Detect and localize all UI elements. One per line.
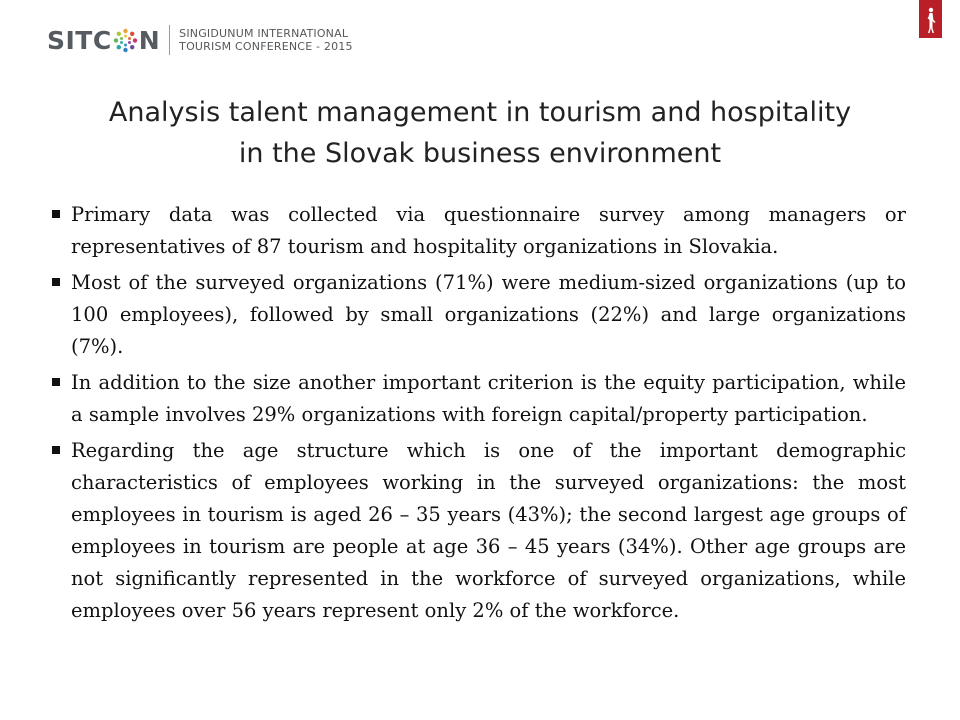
slide-title-line1: Analysis talent management in tourism and hospitality [108, 97, 852, 128]
logo-word-right: N [138, 25, 161, 55]
bullet-text: Most of the surveyed organizations (71%) were medium-sized organizations (up to 100 employees), followed by small organizations (22%) and large organizations (7%). [71, 271, 906, 358]
bullet-item [50, 199, 906, 263]
slide-title-line2: in the Slovak business environment [238, 138, 722, 169]
slide-header [0, 0, 960, 80]
logo-subtitle-line1: SINGIDUNUM INTERNATIONAL [179, 27, 349, 40]
square-bullet-icon [52, 378, 60, 386]
square-bullet-icon [52, 278, 60, 286]
logo-subtitle-line2: TOURISM CONFERENCE - 2015 [179, 40, 353, 53]
bullet-text: Primary data was collected via questionnaire survey among managers or representatives of 87 tourism and hospitality organizations in Slovakia. [71, 203, 906, 258]
bullet-item [50, 435, 906, 627]
logo-divider [169, 25, 170, 55]
bullet-text: In addition to the size another important criterion is the equity participation, while a sample involves 29% organizations with foreign capital/property participation. [71, 371, 906, 426]
logo-word-left: SITC [47, 25, 112, 55]
bullet-list [50, 199, 906, 631]
square-bullet-icon [52, 446, 60, 454]
square-bullet-icon [52, 210, 60, 218]
slide-title [40, 92, 920, 174]
sitcon-logo [47, 20, 353, 60]
logo-subtitle [179, 27, 353, 53]
logo-dotted-circle-icon [113, 28, 138, 53]
bullet-item [50, 367, 906, 431]
bullet-item [50, 267, 906, 363]
bullet-text: Regarding the age structure which is one of the important demographic characteristics of employees working in the surveyed organizations: the most employees in tourism is aged 26 – 35 years (43%); the second largest age groups of employees in tourism are people at age 36 – 45 years (34%). Other age groups are not significantly represented in the workforce of surveyed organizations, while employees over 56 years represent only 2% of the workforce. [71, 439, 906, 622]
figure-icon [919, 0, 942, 38]
logo-wordmark [47, 26, 160, 55]
corner-badge [919, 0, 942, 38]
